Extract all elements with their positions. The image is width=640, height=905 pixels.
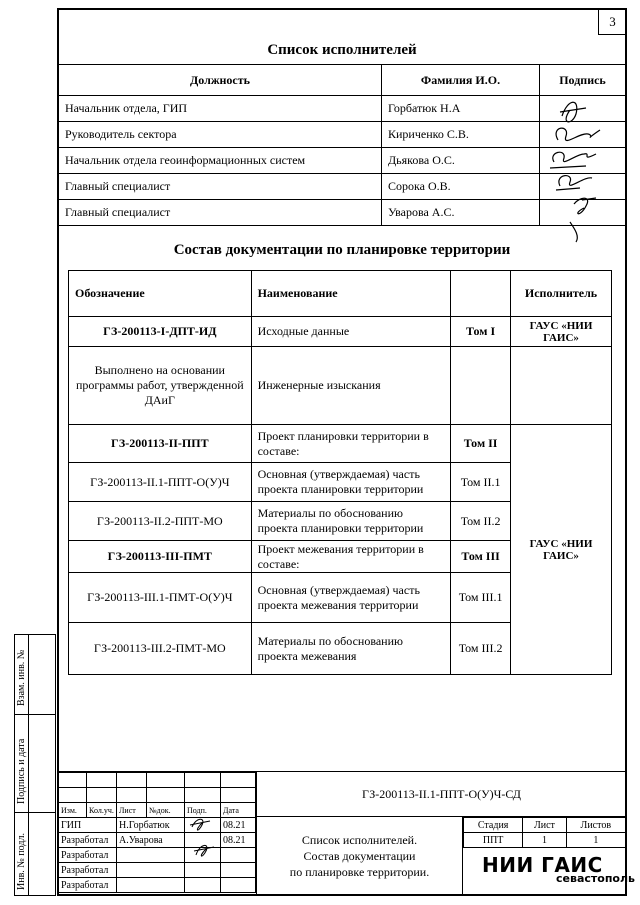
title-row bbox=[59, 818, 256, 833]
signatures-drawing bbox=[540, 96, 610, 246]
executor-cell bbox=[511, 347, 612, 425]
org-logo-name: НИИ ГАИС bbox=[482, 853, 603, 877]
code-cell: ГЗ-200113-I-ДПТ-ИД bbox=[69, 317, 252, 347]
code-cell: ГЗ-200113-II-ППТ bbox=[69, 425, 252, 463]
table-row bbox=[69, 425, 612, 463]
code-cell: ГЗ-200113-III.2-ПМТ-МО bbox=[69, 623, 252, 675]
performers-title: Список исполнителей bbox=[267, 42, 417, 58]
position-cell: Главный специалист bbox=[59, 200, 382, 226]
header-title: Наименование bbox=[251, 271, 451, 317]
volume-cell bbox=[451, 347, 511, 425]
title-row bbox=[59, 848, 256, 863]
name-cell: Н.Горбатюк bbox=[117, 818, 185, 833]
table-row bbox=[69, 347, 612, 425]
sheet-value: 1 bbox=[523, 833, 566, 848]
title-cell: Проект межевания территории в составе: bbox=[251, 541, 451, 573]
header-code: Обозначение bbox=[69, 271, 252, 317]
executor-cell: ГАУС «НИИ ГАИС» bbox=[511, 317, 612, 347]
volume-cell: Том III.1 bbox=[451, 573, 511, 623]
title-cell: Основная (утверждаемая) часть проекта планировки территории bbox=[251, 463, 451, 502]
role-cell: Разработал bbox=[59, 848, 117, 863]
title-row bbox=[59, 863, 256, 878]
name-cell: Горбатюк Н.А bbox=[382, 96, 540, 122]
volume-cell: Том II.1 bbox=[451, 463, 511, 502]
header-position: Должность bbox=[59, 65, 382, 96]
title-cell: Проект планировки территории в составе: bbox=[251, 425, 451, 463]
name-cell: Уварова А.С. bbox=[382, 200, 540, 226]
name-cell: Дьякова О.С. bbox=[382, 148, 540, 174]
code-cell: ГЗ-200113-II.2-ППТ-МО bbox=[69, 502, 252, 541]
date-cell: 08.21 bbox=[221, 818, 256, 833]
role-cell: ГИП bbox=[59, 818, 117, 833]
title-grid bbox=[58, 772, 256, 893]
name-cell: Сорока О.В. bbox=[382, 174, 540, 200]
volume-cell: Том II.2 bbox=[451, 502, 511, 541]
side-label-signature-date: Подпись и дата bbox=[16, 738, 27, 804]
col-count: Кол.уч. bbox=[87, 803, 117, 818]
col-doc: №док. bbox=[147, 803, 185, 818]
name-cell: Кириченко С.В. bbox=[382, 122, 540, 148]
date-cell: 08.21 bbox=[221, 833, 256, 848]
side-label-inventory: Инв. № подл. bbox=[16, 833, 27, 890]
org-logo-city: севастополь bbox=[556, 872, 635, 885]
table-row bbox=[69, 317, 612, 347]
header-executor: Исполнитель bbox=[511, 271, 612, 317]
title-row bbox=[59, 878, 256, 893]
title-row bbox=[59, 833, 256, 848]
volume-cell: Том I bbox=[451, 317, 511, 347]
title-cell: Исходные данные bbox=[251, 317, 451, 347]
executor-cell: ГАУС «НИИ ГАИС» bbox=[511, 425, 612, 675]
header-name: Фамилия И.О. bbox=[382, 65, 540, 96]
role-cell: Разработал bbox=[59, 878, 117, 893]
code-cell: ГЗ-200113-III-ПМТ bbox=[69, 541, 252, 573]
title-cell: Материалы по обоснованию проекта межевания bbox=[251, 623, 451, 675]
side-label-replace: Взам. инв. № bbox=[16, 649, 27, 706]
title-signatures bbox=[186, 815, 220, 865]
code-cell: ГЗ-200113-II.1-ППТ-О(У)Ч bbox=[69, 463, 252, 502]
position-cell: Начальник отдела, ГИП bbox=[59, 96, 382, 122]
position-cell: Начальник отдела геоинформационных систем bbox=[59, 148, 382, 174]
code-cell: ГЗ-200113-III.1-ПМТ-О(У)Ч bbox=[69, 573, 252, 623]
doc-code: ГЗ-200113-II.1-ППТ-О(У)Ч-СД bbox=[362, 787, 521, 801]
sheets-value: 1 bbox=[566, 833, 625, 848]
role-cell: Разработал bbox=[59, 863, 117, 878]
position-cell: Руководитель сектора bbox=[59, 122, 382, 148]
role-cell: Разработал bbox=[59, 833, 117, 848]
code-cell: Выполнено на основании программы работ, утвержденной ДАиГ bbox=[69, 347, 252, 425]
volume-cell: Том III.2 bbox=[451, 623, 511, 675]
title-cell: Основная (утверждаемая) часть проекта межевания территории bbox=[251, 573, 451, 623]
page-number: 3 bbox=[598, 9, 626, 35]
header-signature: Подпись bbox=[540, 65, 626, 96]
stage-value: ППТ bbox=[464, 833, 523, 848]
stage-header: Стадия bbox=[464, 818, 523, 833]
composition-table bbox=[68, 270, 612, 675]
doc-title: Список исполнителей. Состав документации по планировке территории. bbox=[289, 833, 430, 879]
col-change: Изм. bbox=[59, 803, 87, 818]
header-volume bbox=[451, 271, 511, 317]
volume-cell: Том III bbox=[451, 541, 511, 573]
col-sheet: Лист bbox=[117, 803, 147, 818]
title-cell: Материалы по обоснованию проекта планировки территории bbox=[251, 502, 451, 541]
sheets-header: Листов bbox=[566, 818, 625, 833]
position-cell: Главный специалист bbox=[59, 174, 382, 200]
title-cell: Инженерные изыскания bbox=[251, 347, 451, 425]
col-date: Дата bbox=[221, 803, 256, 818]
stage-table bbox=[463, 817, 626, 848]
composition-title: Состав документации по планировке территории bbox=[173, 242, 511, 258]
name-cell: А.Уварова bbox=[117, 833, 185, 848]
volume-cell: Том II bbox=[451, 425, 511, 463]
col-sign: Подп. bbox=[185, 803, 221, 818]
sheet-header: Лист bbox=[523, 818, 566, 833]
side-divider bbox=[28, 634, 29, 896]
